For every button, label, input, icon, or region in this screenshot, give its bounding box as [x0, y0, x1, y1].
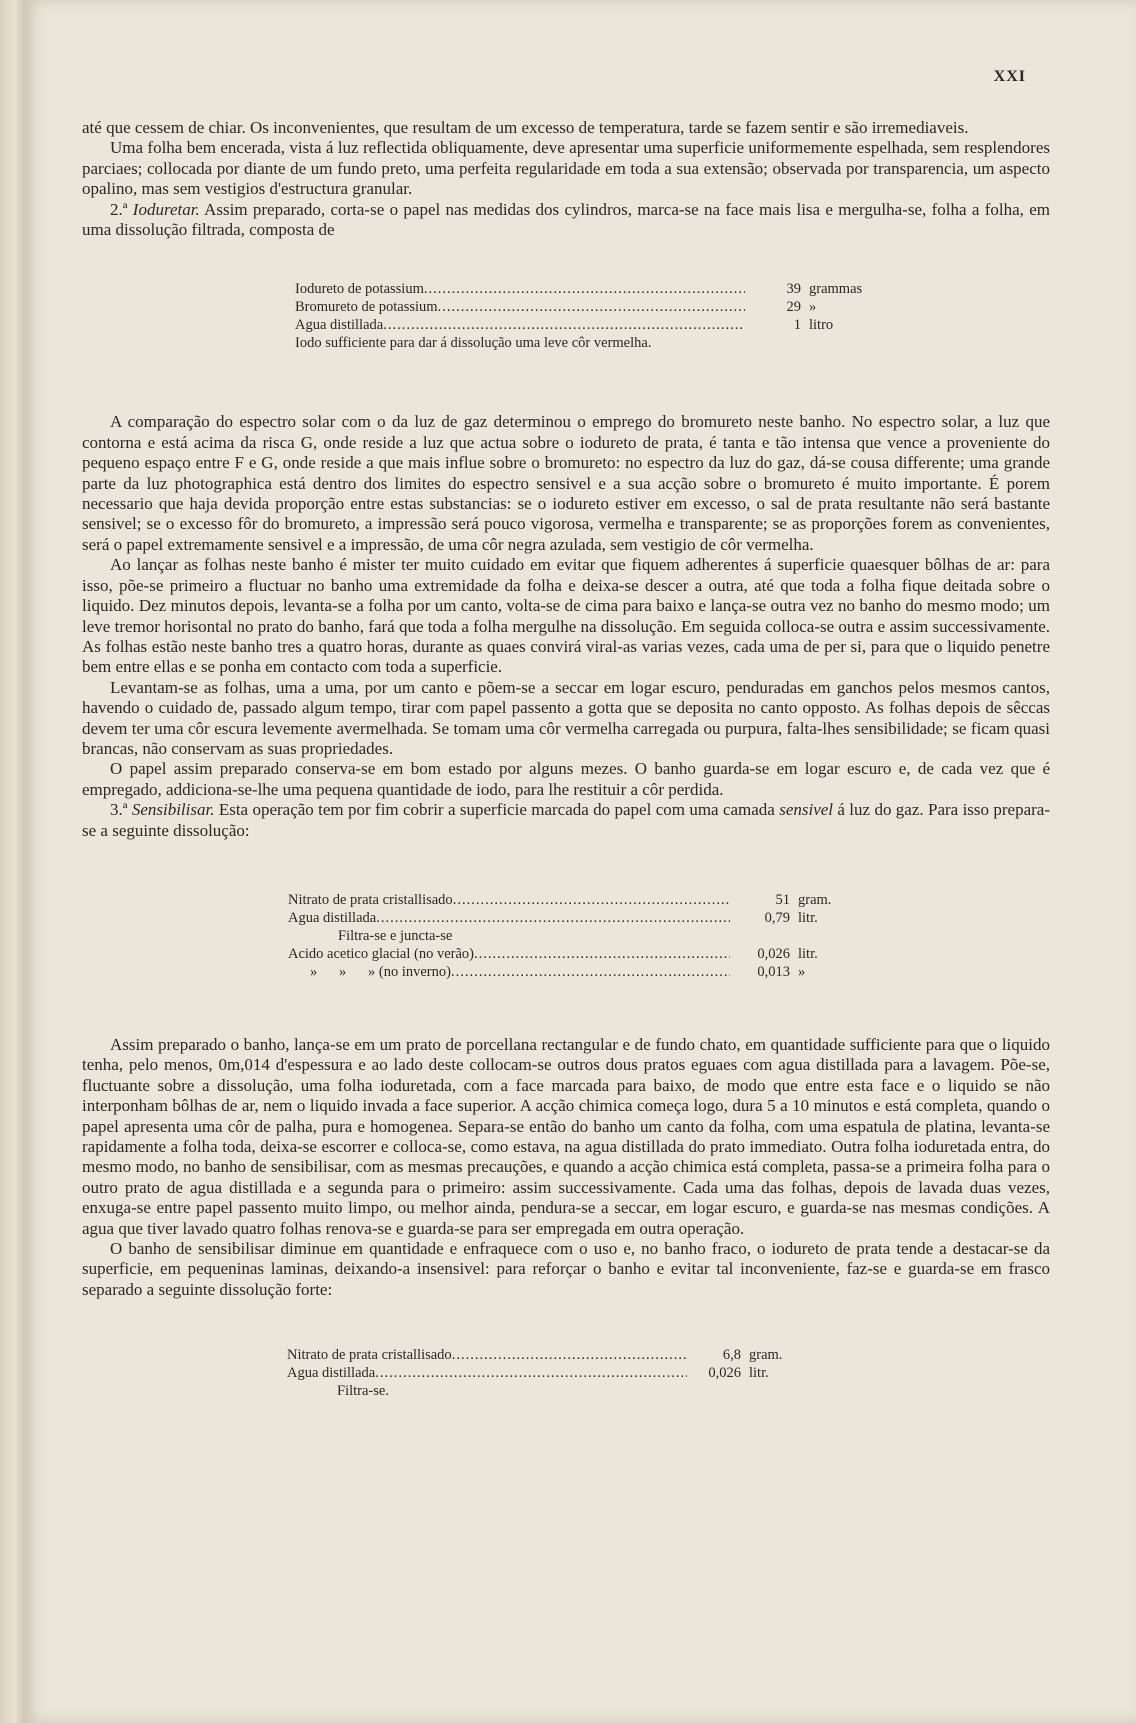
ingredient-unit: litro — [809, 317, 834, 334]
ingredient-quantity: 6,8 — [722, 1347, 741, 1364]
ingredient-quantity: 0,013 — [757, 963, 790, 980]
ingredient-quantity: 29 — [786, 299, 801, 316]
ingredient-name: Bromureto de potassium — [295, 299, 438, 316]
paragraph: Levantam-se as folhas, uma a uma, por um canto e põem-se a seccar em logar escuro, penduradas em ganchos pelos mesmos cantos, havendo o cuidado de, passado algum tempo, tirar com papel passento a gotta que se deposita no canto opposto. As folhas depois de sêccas devem ter uma côr escura levemente avermelhada. Se tomam uma côr vermelha carregada ou purpura, falta-lhes sensibilidade; se ficam quasi brancas, não conservam as suas propriedades. — [82, 677, 1050, 758]
leader-dots — [474, 945, 730, 963]
ingredient-quantity: 51 — [775, 891, 790, 908]
paragraph: A comparação do espectro solar com o da luz de gaz determinou o emprego do bromureto neste banho. No espectro solar, a luz que contorna e está acima da risca G, onde reside a luz que actua sobre o iodureto de prata, é tanta e tão intensa que vence a proveniente do pequeno espaço entre F e G, onde reside a que mais influe sobre o bromureto: no espectro da luz do gaz, dá-se cousa differente; uma grande parte da luz photographica está dentro dos limites do espectro sensivel e a sua acção sobre o bromureto é muito importante. É porem necessario que haja devida proporção entre estas substancias: se o iodureto estiver em excesso, o sal de prata resultante não será bastante sensivel; se o excesso fôr do bromureto, a impressão será pouco vigorosa, vermelha e transparente; se as proporções forem as convenientes, será o papel extremamente sensivel e a impressão, de uma côr negra azulada, sem vestigio de côr vermelha. — [82, 412, 1050, 554]
ingredient-unit: grammas — [809, 281, 863, 298]
recipe-row — [295, 316, 895, 334]
step-emphasis: sensivel — [779, 800, 834, 820]
ingredient-unit: litr. — [798, 909, 818, 926]
recipe-iodizing-bath — [295, 280, 895, 352]
leader-dots — [452, 1346, 687, 1364]
leader-dots — [424, 280, 745, 298]
recipe-sensitizing-bath — [288, 891, 846, 981]
leader-dots — [376, 909, 730, 927]
book-gutter-edge — [0, 0, 24, 1723]
page-number: XXI — [993, 68, 1026, 85]
recipe-strengthening-solution — [287, 1346, 797, 1400]
ingredient-unit: gram. — [798, 891, 832, 908]
step-title: Sensibilisar. — [131, 800, 215, 820]
step-text: á luz do gaz. Para isso prepara-se a seguinte dissolução: — [82, 800, 1050, 840]
leader-dots — [383, 316, 745, 334]
recipe-note: Filtra-se e juncta-se — [338, 927, 453, 944]
ingredient-quantity: 0,026 — [708, 1365, 741, 1382]
ingredient-quantity: 1 — [793, 317, 801, 334]
step-number: 2.ª — [110, 199, 128, 219]
ingredient-unit: » — [809, 299, 817, 316]
ingredient-unit: » — [798, 963, 806, 980]
ingredient-quantity: 0,026 — [757, 945, 790, 962]
step-text: Esta operação tem por fim cobrir a superficie marcada do papel com uma camada — [218, 800, 775, 820]
ingredient-unit: litr. — [749, 1365, 769, 1382]
ingredient-quantity: 39 — [786, 281, 801, 298]
leader-dots — [375, 1364, 687, 1382]
ingredient-name: Agua distillada — [295, 317, 384, 334]
ingredient-name: » » » (no inverno) — [310, 963, 451, 980]
paragraph: Uma folha bem encerada, vista á luz reflectida obliquamente, deve apresentar uma superficie uniformemente espelhada, sem resplendores parciaes; collocada por diante de um fundo preto, uma perfeita regularidade em toda a sua extensão; observada por transparencia, um aspecto opalino, mas sem vestigios d'estructura granular. — [82, 138, 1050, 199]
paragraph: O papel assim preparado conserva-se em bom estado por alguns mezes. O banho guarda-se em logar escuro e, de cada vez que é empregado, addiciona-se-lhe uma pequena quantidade de iodo, para lhe restituir a côr perdida. — [82, 759, 1050, 799]
paragraph: O banho de sensibilisar diminue em quantidade e enfraquece com o uso e, no banho fraco, o iodureto de prata tende a destacar-se da superficie, em pequeninas laminas, deixando-a insensivel: para reforçar o banho e evitar tal inconveniente, faz-se e guarda-se em frasco separado a seguinte dissolução forte: — [82, 1239, 1050, 1299]
step-2-paragraph — [82, 200, 1050, 241]
recipe-note: Filtra-se. — [337, 1383, 389, 1400]
step-number: 3.ª — [110, 800, 128, 820]
paragraph: Ao lançar as folhas neste banho é mister ter muito cuidado em evitar que fiquem adherentes á superficie quaesquer bôlhas de ar: para isso, põe-se primeiro a fluctuar no banho uma extremidade da folha e deixa-se descer a outra, até que toda a folha fique deitada sobre o liquido. Dez minutos depois, levanta-se a folha por um canto, volta-se de cima para baixo e lança-se outra vez no banho do mesmo modo; um leve tremor horisontal no prato do banho, fará que toda a folha mergulhe na dissolução. Em seguida colloca-se outra e assim successivamente. As folhas estão neste banho tres a quatro horas, durante as quaes convirá viral-as varias vezes, cada uma de per si, para que o liquido penetre bem entre ellas e se ponha em contacto com toda a superficie. — [82, 555, 1050, 677]
ingredient-unit: litr. — [798, 945, 818, 962]
recipe-row — [287, 1346, 797, 1364]
recipe-row — [287, 1364, 797, 1382]
recipe-note: Iodo sufficiente para dar á dissolução uma leve côr vermelha. — [295, 335, 652, 352]
step-3-paragraph — [82, 800, 1050, 841]
spacer — [82, 352, 1050, 412]
leader-dots — [438, 298, 745, 316]
recipe-row — [295, 280, 895, 298]
recipe-row — [288, 909, 846, 927]
ingredient-name: Agua distillada — [287, 1365, 376, 1382]
step-title: Ioduretar. — [132, 199, 200, 219]
ingredient-name: Iodureto de potassium — [295, 281, 424, 298]
ingredient-quantity: 0,79 — [764, 909, 790, 926]
page-body — [82, 118, 1050, 1400]
ingredient-name: Agua distillada — [288, 909, 377, 926]
recipe-row — [288, 945, 846, 963]
ingredient-unit: gram. — [749, 1347, 783, 1364]
recipe-row — [295, 298, 895, 316]
spacer — [82, 981, 1050, 1035]
ingredient-name: Nitrato de prata cristallisado — [288, 891, 453, 908]
paragraph: até que cessem de chiar. Os inconvenientes, que resultam de um excesso de temperatura, tarde se fazem sentir e são irremediaveis. — [82, 118, 969, 137]
recipe-row — [288, 891, 846, 909]
step-text: Assim preparado, corta-se o papel nas medidas dos cylindros, marca-se na face mais lisa e mergulha-se, folha a folha, em uma dissolução filtrada, composta de — [82, 199, 1051, 240]
recipe-row — [288, 963, 846, 981]
ingredient-name: Nitrato de prata cristallisado — [287, 1347, 452, 1364]
leader-dots — [451, 963, 730, 981]
ingredient-name: Acido acetico glacial (no verão) — [288, 945, 474, 962]
leader-dots — [453, 891, 730, 909]
paragraph: Assim preparado o banho, lança-se em um prato de porcellana rectangular e de fundo chato, em quantidade sufficiente para que o liquido tenha, pelo menos, 0m,014 d'espessura e ao lado deste collocam-se outros dous pratos eguaes com agua distillada para a lavagem. Põe-se, fluctuante sobre a dissolução, uma folha ioduretada, com a face marcada para baixo, de modo que entre esta face e o liquido se não interponham bôlhas de ar, nem o liquido invada a face superior. A acção chimica começa logo, dura 5 a 10 minutos e está completa, quando o papel apresenta uma côr de palha, pura e homogenea. Separa-se então do banho um canto da folha, com uma espatula de platina, levanta-se rapidamente a folha toda, deixa-se escorrer e colloca-se, como estava, na agua distillada do prato immediato. Outra folha ioduretada entra, do mesmo modo, no banho de sensibilisar, com as mesmas precauções, e quando a acção chimica está completa, passa-se a primeira folha para o outro prato de agua distillada e a segunda para o primeiro: assim successivamente. Cada uma das folhas, depois de lavada duas vezes, enxuga-se entre papel passento muito limpo, ou melhor ainda, pendura-se a seccar, em logar escuro, e guarda-se nas mesmas condições. A agua que tiver lavado quatro folhas renova-se e guarda-se para ser empregada em outra operação. — [82, 1034, 1050, 1238]
book-page — [24, 0, 1136, 1723]
